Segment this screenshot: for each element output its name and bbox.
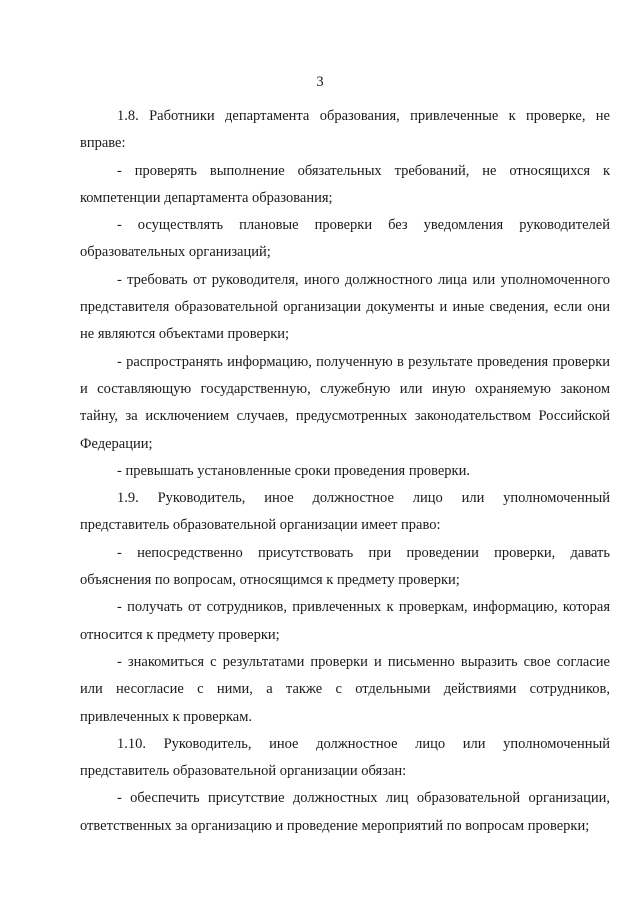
list-item-receive-information: - получать от сотрудников, привлеченных к проверкам, информацию, которая относится к предмету проверки; [80,599,610,643]
paragraph-1-10: 1.10. Руководитель, иное должностное лицо или уполномоченный представитель образовательной организации обязан: [80,735,610,780]
page-number: 3 [316,74,324,90]
list-item-review-results: - знакомиться с результатами проверки и письменно выразить свое согласие или несогласие с ними, а также с отдельными действиями сотрудников, привлеченных к проверкам. [80,653,610,725]
list-item-attend-check: - непосредственно присутствовать при проведении проверки, давать объяснения по вопросам, относящимся к предмету проверки; [80,544,610,589]
list-item-no-disclosure: - распространять информацию, полученную в результате проведения проверки и составляющую государственную, служебную или иную охраняемую законом тайну, за исключением случаев, предусмотренных законодательством Российской Федерации; [80,353,610,452]
list-item-no-exceed-terms: - превышать установленные сроки проведения проверки. [117,462,470,479]
document-body [80,103,610,840]
list-item-no-demand-documents: - требовать от руководителя, иного должностного лица или уполномоченного представителя образовательной организации документы и иные сведения, если они не являются объектами проверки; [80,271,610,343]
paragraph-1-8: 1.8. Работники департамента образования, привлеченные к проверке, не вправе: [80,108,610,152]
paragraph-1-9: 1.9. Руководитель, иное должностное лицо или уполномоченный представитель образовательной организации имеет право: [80,490,610,534]
list-item-ensure-presence: - обеспечить присутствие должностных лиц образовательной организации, ответственных за организацию и проведение мероприятий по вопросам проверки; [80,790,610,834]
list-item-no-planned-checks: - осуществлять плановые проверки без уведомления руководителей образовательных организаций; [80,217,610,261]
list-item-no-check-requirements: - проверять выполнение обязательных требований, не относящихся к компетенции департамента образования; [80,162,610,206]
